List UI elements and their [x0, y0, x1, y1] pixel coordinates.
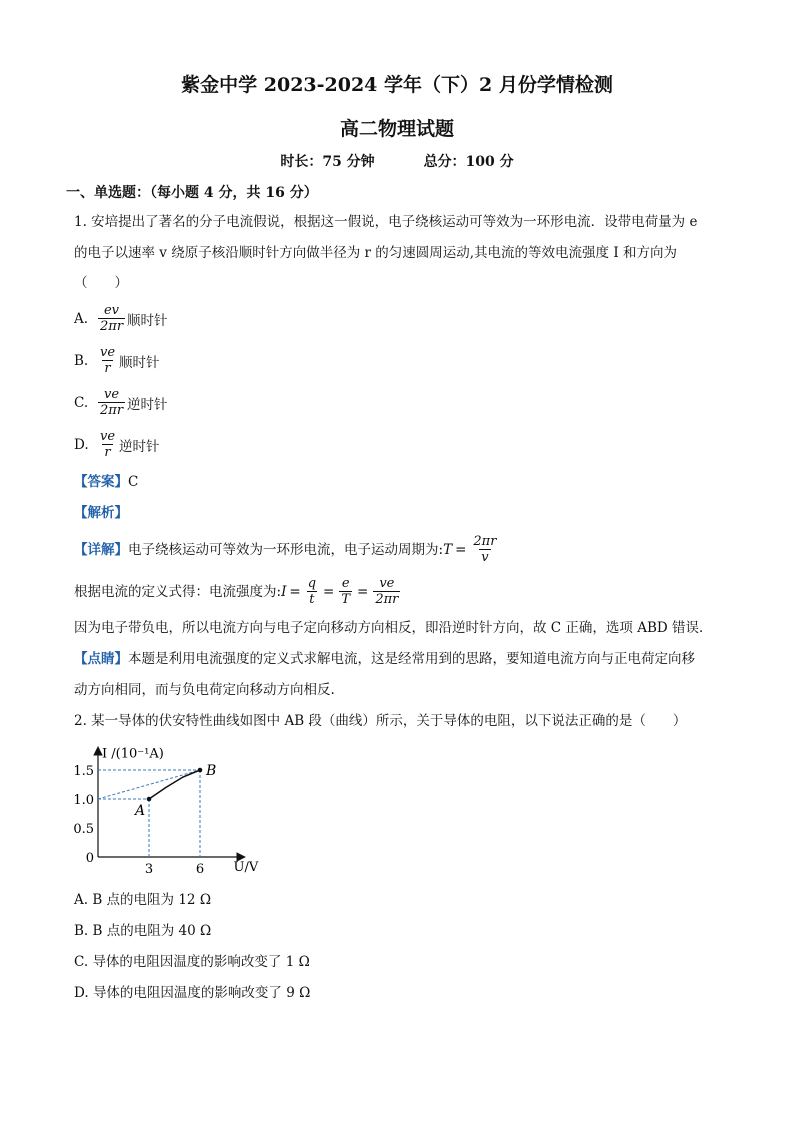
q1-definition: [74, 576, 402, 607]
q1-option-b-den: r: [104, 361, 111, 376]
q1-option-d[interactable]: [74, 429, 160, 460]
y-axis-label: I /(10⁻¹A): [102, 746, 164, 762]
q1-comment-tag: 【点睛】: [74, 651, 128, 667]
q1-option-d-fraction: [98, 429, 117, 460]
q1-current-lhs: I: [281, 583, 287, 600]
q1-option-a-text: 顺时针: [127, 312, 168, 329]
equals-sign: =: [455, 541, 467, 558]
q2-option-c-text: 导体的电阻因温度的影响改变了 1 Ω: [92, 954, 310, 970]
q2-option-c[interactable]: [74, 952, 310, 972]
q1-period-fraction: [471, 534, 498, 565]
q1-option-a-den: 2πr: [100, 319, 124, 334]
q2-option-b-label: B.: [74, 923, 89, 939]
point-b: [198, 768, 203, 773]
y-tick-label: 1.5: [73, 764, 94, 779]
q1-comment-line1: 本题是利用电流强度的定义式求解电流，这是经常用到的思路，要知道电流方向与正电荷定向移: [128, 651, 695, 667]
q1-option-c-fraction: [98, 387, 125, 418]
q1-period-formula: [443, 534, 500, 565]
q1-option-b-label: B.: [74, 352, 89, 369]
q1-analysis-tag: 【解析】: [74, 505, 128, 521]
exam-info: [0, 151, 794, 171]
q1-analysis: [74, 503, 128, 523]
y-tick-label: 1.0: [73, 793, 94, 808]
y-tick-label: 0: [85, 851, 94, 866]
y-tick-label: 0.5: [73, 822, 94, 837]
q1-option-a-num: ev: [103, 303, 120, 318]
q1-option-a-label: A.: [74, 310, 89, 327]
q2-option-d-text: 导体的电阻因温度的影响改变了 9 Ω: [92, 985, 311, 1001]
point-a: [147, 797, 152, 802]
frac-num: q: [307, 576, 317, 591]
frac-den: T: [341, 592, 351, 607]
q2-option-a[interactable]: [74, 890, 211, 910]
q1-period-lhs: T: [443, 541, 453, 558]
exam-subtitle: 高二物理试题: [339, 118, 454, 140]
q2-option-b-text: B 点的电阻为 40 Ω: [92, 923, 212, 939]
q1-period-num: 2πr: [473, 534, 497, 549]
q1-stem-line2: 的电子以速率 v 绕原子核沿顺时针方向做半径为 r 的匀速圆周运动,其电流的等效电流强度 I 和方向为: [74, 245, 677, 261]
q1-option-c-den: 2πr: [100, 403, 124, 418]
point-label-b: B: [206, 763, 217, 779]
q1-fraction-q-t: [306, 576, 318, 607]
q2-option-c-label: C.: [74, 954, 89, 970]
equals-sign: =: [289, 583, 301, 600]
q1-current-formula: [281, 576, 402, 607]
q1-stem-line1: 1. 安培提出了著名的分子电流假说，根据这一假说，电子绕核运动可等效为一环形电流．设带电荷量为 e: [74, 214, 698, 230]
exam-score: 总分：100 分: [423, 154, 514, 170]
q1-option-d-text: 逆时针: [119, 438, 160, 455]
equals-sign: =: [357, 583, 369, 600]
q1-conclusion: 因为电子带负电，所以电流方向与电子定向移动方向相反，即沿逆时针方向，故 C 正确，选项 ABD 错误．: [74, 620, 713, 636]
q1-fraction-ve-2pir: [373, 576, 400, 607]
q1-option-c-text: 逆时针: [127, 396, 168, 413]
q2-option-b[interactable]: [74, 921, 211, 941]
section-heading: 一、单选题：（每小题 4 分，共 16 分）: [66, 185, 318, 201]
equals-sign: =: [323, 583, 335, 600]
q2-option-a-label: A.: [74, 892, 89, 908]
frac-num: e: [341, 576, 350, 591]
q2-option-a-text: B 点的电阻为 12 Ω: [92, 892, 212, 908]
x-tick-label: 6: [195, 862, 205, 877]
q1-detail-text: 电子绕核运动可等效为一环形电流，电子运动周期为:: [128, 541, 444, 558]
q1-detail: [74, 534, 500, 565]
point-label-a: A: [135, 803, 146, 819]
q1-answer-tag: 【答案】: [74, 474, 128, 490]
q1-option-d-den: r: [104, 445, 111, 460]
exam-title: 紫金中学 2023-2024 学年（下）2 月份学情检测: [181, 74, 613, 96]
q1-option-d-num: ve: [100, 429, 116, 444]
q1-answer: [74, 472, 138, 492]
frac-den: t: [309, 592, 315, 607]
q1-stem-line3: （ ）: [74, 275, 128, 291]
q1-detail-tag: 【详解】: [74, 541, 128, 558]
q1-fraction-e-T: [339, 576, 352, 607]
q2-option-d[interactable]: [74, 983, 310, 1003]
q1-option-c[interactable]: [74, 387, 168, 418]
frac-den: 2πr: [375, 592, 399, 607]
exam-duration: 时长：75 分钟: [280, 154, 375, 170]
q1-option-b-fraction: [98, 345, 117, 376]
dashed-line-to-b: [98, 770, 200, 799]
iv-curve-ab: [149, 770, 200, 799]
q1-definition-text: 根据电流的定义式得：电流强度为:: [74, 583, 282, 600]
q1-option-c-label: C.: [74, 394, 89, 411]
x-tick-label: 3: [144, 862, 154, 877]
q1-option-d-label: D.: [74, 436, 89, 453]
q1-option-a[interactable]: [74, 303, 168, 334]
q1-comment: [74, 649, 695, 669]
q1-option-b[interactable]: [74, 345, 160, 376]
q1-option-a-fraction: [98, 303, 125, 334]
x-axis-label: U/V: [233, 860, 259, 875]
q2-option-d-label: D.: [74, 985, 89, 1001]
q1-option-b-num: ve: [100, 345, 116, 360]
q1-answer-value: C: [128, 474, 139, 490]
q1-period-den: v: [481, 550, 489, 565]
q1-comment-line2: 动方向相同，而与负电荷定向移动方向相反.: [74, 682, 335, 698]
q1-option-c-num: ve: [103, 387, 120, 402]
q1-option-b-text: 顺时针: [119, 354, 160, 371]
q2-stem: 2. 某一导体的伏安特性曲线如图中 AB 段（曲线）所示，关于导体的电阻，以下说法正确的是（ ）: [74, 713, 687, 729]
frac-num: ve: [379, 576, 395, 591]
iv-chart: [68, 742, 268, 882]
